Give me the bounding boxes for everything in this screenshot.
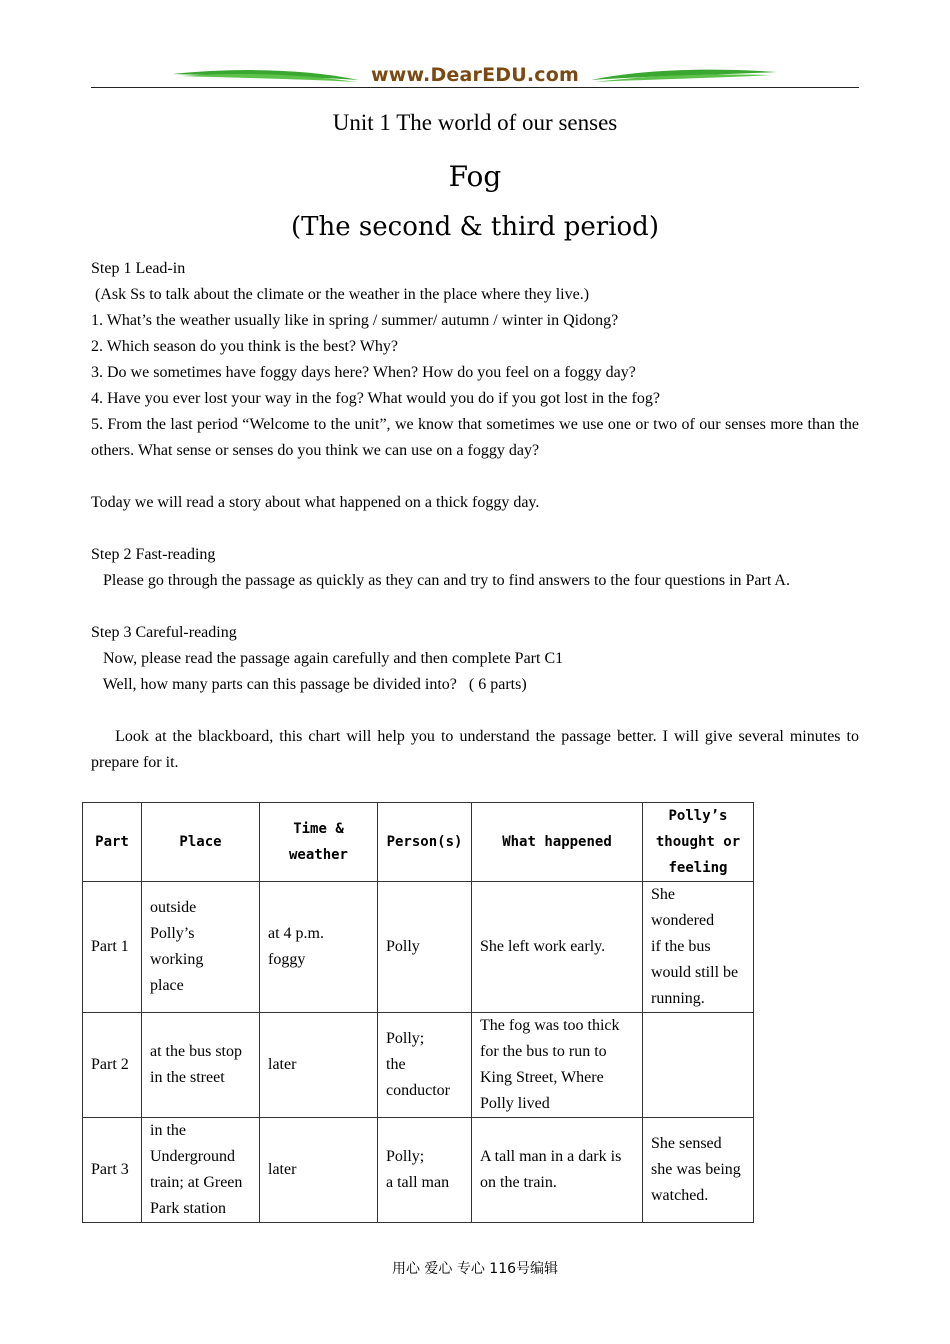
cell-line: Park station	[150, 1200, 226, 1217]
cell-line: Underground	[150, 1148, 236, 1165]
cell-happened: The fog was too thick for the bus to run to King Street, Where Polly lived	[472, 1013, 643, 1118]
cell-persons	[378, 1013, 472, 1118]
lesson-title: Fog	[448, 160, 502, 193]
chart-intro: Look at the blackboard, this chart will help you to understand the passage better. I will give several minutes to prepare for it.	[91, 728, 864, 771]
question-4: 4. Have you ever lost your way in the fog? What would you do if you got lost in the fog?	[91, 390, 660, 407]
cell-line: later	[268, 1161, 297, 1178]
cell-part: Part 1	[83, 882, 142, 1013]
question-2: 2. Which season do you think is the best? Why?	[91, 338, 398, 355]
cell-line: at the bus stop	[150, 1043, 242, 1060]
question-1: 1. What’s the weather usually like in spring / summer/ autumn / winter in Qidong?	[91, 312, 619, 329]
cell-place	[142, 882, 260, 1013]
step3-line1: Now, please read the passage again carefully and then complete Part C1	[91, 650, 564, 667]
cell-part: Part 2	[83, 1013, 142, 1118]
step2-heading: Step 2 Fast-reading	[91, 546, 216, 563]
cell-line: Polly;	[386, 1030, 425, 1047]
period-title: (The second & third period)	[291, 212, 659, 242]
cell-line: Polly’s	[150, 925, 195, 942]
cell-line: Polly	[386, 938, 420, 955]
step1-heading: Step 1 Lead-in	[91, 260, 186, 277]
cell-line: train; at Green	[150, 1174, 243, 1191]
cell-line: foggy	[268, 951, 306, 968]
header-what-happened: What happened	[472, 803, 643, 882]
header-part: Part	[83, 803, 142, 882]
step3-line2: Well, how many parts can this passage be divided into? ( 6 parts)	[91, 676, 527, 693]
cell-feeling	[643, 882, 754, 1013]
table-row	[83, 1013, 754, 1118]
question-5: 5. From the last period “Welcome to the unit”, we know that sometimes we use one or two of our senses more than the others. What sense or senses do you think we can use on a foggy day?	[91, 416, 859, 459]
cell-happened: A tall man in a dark is on the train.	[472, 1118, 643, 1223]
site-header	[91, 62, 859, 90]
cell-line: in the street	[150, 1069, 225, 1086]
cell-line: the	[386, 1056, 406, 1073]
step1-instruction: (Ask Ss to talk about the climate or the weather in the place where they live.)	[91, 286, 590, 303]
cell-line: if the bus	[651, 938, 711, 955]
cell-place	[142, 1013, 260, 1118]
cell-persons	[378, 882, 472, 1013]
cell-feeling	[643, 1013, 754, 1118]
cell-part: Part 3	[83, 1118, 142, 1223]
cell-line: conductor	[386, 1082, 450, 1099]
cell-line: at 4 p.m.	[268, 925, 324, 942]
cell-line: place	[150, 977, 184, 994]
cell-line: later	[268, 1056, 297, 1073]
site-logo-text: www.DearEDU.com	[370, 64, 580, 86]
cell-line: working	[150, 951, 204, 968]
header-time-weather: Time & weather	[260, 803, 378, 882]
cell-line: running.	[651, 990, 705, 1007]
left-swoosh-icon	[171, 66, 361, 86]
cell-line: She	[651, 886, 675, 903]
step3-heading: Step 3 Careful-reading	[91, 624, 237, 641]
table-header-row	[83, 803, 754, 882]
header-rule	[91, 87, 859, 88]
unit-title: Unit 1 The world of our senses	[332, 110, 618, 135]
today-line: Today we will read a story about what happened on a thick foggy day.	[91, 494, 540, 511]
question-3: 3. Do we sometimes have foggy days here? When? How do you feel on a foggy day?	[91, 364, 636, 381]
cell-line: a tall man	[386, 1174, 450, 1191]
step2-text: Please go through the passage as quickly as they can and try to find answers to the four questions in Part A.	[91, 572, 790, 589]
cell-feeling	[643, 1118, 754, 1223]
cell-time	[260, 1013, 378, 1118]
cell-line: Polly;	[386, 1148, 425, 1165]
header-place: Place	[142, 803, 260, 882]
cell-place	[142, 1118, 260, 1223]
cell-time	[260, 1118, 378, 1223]
header-polly-feeling: Polly’s thought or feeling	[643, 803, 754, 882]
cell-happened: She left work early.	[472, 882, 643, 1013]
lesson-body	[91, 256, 864, 776]
cell-line: outside	[150, 899, 197, 916]
cell-line: in the	[150, 1122, 186, 1139]
right-swoosh-icon	[589, 66, 779, 86]
cell-line: wondered	[651, 912, 715, 929]
cell-persons	[378, 1118, 472, 1223]
story-chart-table	[82, 802, 754, 1223]
cell-line: would still be	[651, 964, 739, 981]
page-footer: 用心 爱心 专心 116号编辑	[391, 1261, 559, 1277]
cell-line: she was being	[651, 1161, 741, 1178]
table-row	[83, 882, 754, 1013]
cell-line: She sensed	[651, 1135, 722, 1152]
header-persons: Person(s)	[378, 803, 472, 882]
table-row	[83, 1118, 754, 1223]
cell-time	[260, 882, 378, 1013]
cell-line: watched.	[651, 1187, 709, 1204]
